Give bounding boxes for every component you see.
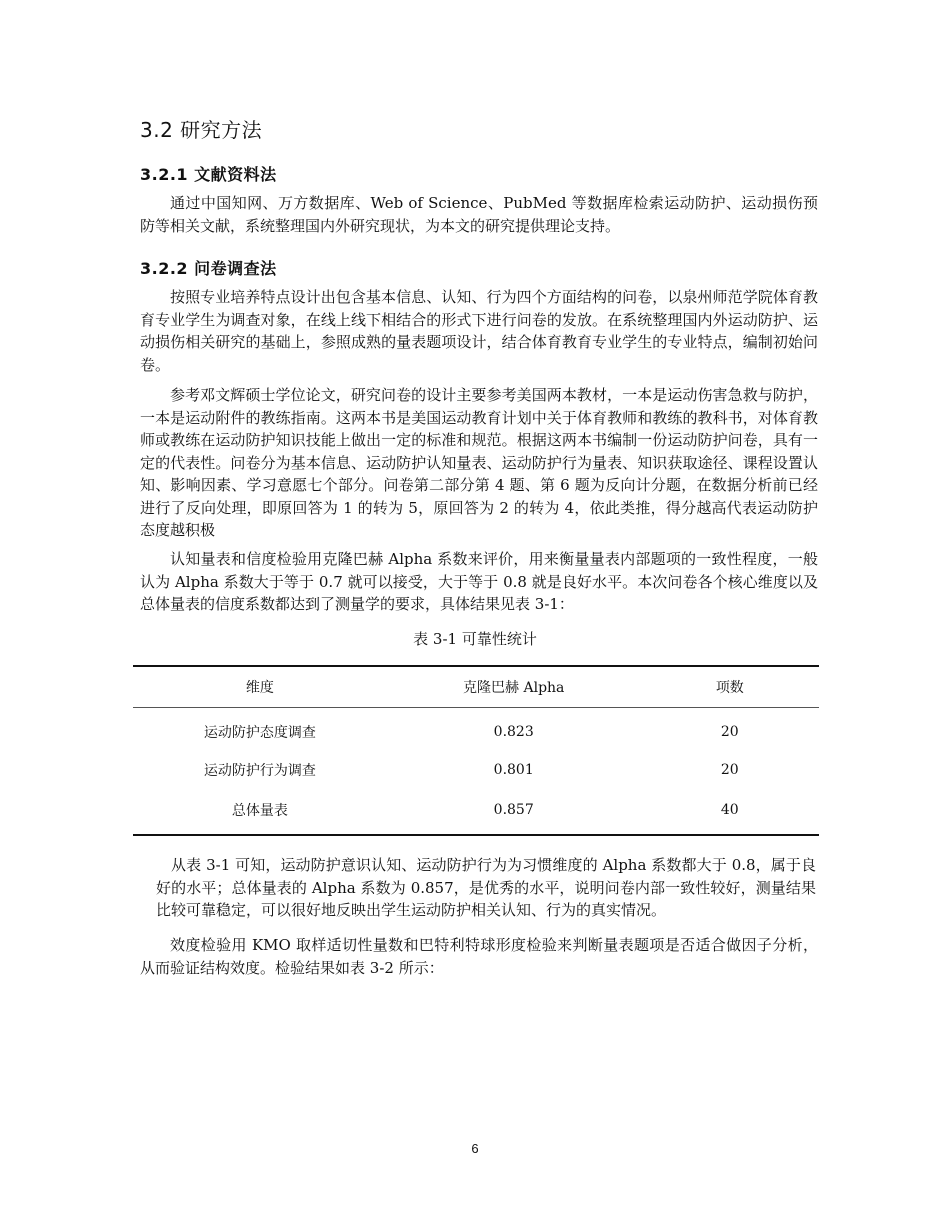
page-number: 6 <box>471 1141 479 1156</box>
cell-dimension: 运动防护态度调查 <box>203 725 316 741</box>
paragraph-validity: 效度检验用 KMO 取样适切性量数和巴特利特球形度检验来判断量表题项是否适合做因子分析，从而验证结构效度。检验结果如表 3-2 所示： <box>140 936 818 977</box>
table-row <box>133 751 819 789</box>
paragraph-questionnaire-design: 按照专业培养特点设计出包含基本信息、认知、行为四个方面结构的问卷，以泉州师范学院体育教育专业学生为调查对象，在线上线下相结合的形式下进行问卷的发放。在系统整理国内外运动防护、运动损伤相关研究的基础上，参照成熟的量表题项设计，结合体育教育专业学生的专业特点，编制初始问卷。 <box>140 288 818 374</box>
reliability-table <box>133 665 819 836</box>
cell-dimension: 总体量表 <box>133 789 387 835</box>
paragraph-reliability: 认知量表和信度检验用克隆巴赫 Alpha 系数来评价，用来衡量量表内部题项的一致性程度，一般认为 Alpha 系数大于等于 0.7 就可以接受，大于等于 0.8 就是良好水平。本次问卷各个核心维度以及总体量表的信度系数都达到了测量学的要求，具体结果见表 3-1： <box>140 550 818 613</box>
subsection-heading-literature: 3.2.1 文献资料法 <box>140 165 277 184</box>
section-heading: 3.2 研究方法 <box>140 118 263 142</box>
cell-dimension: 运动防护行为调查 <box>203 763 316 779</box>
cell-alpha: 0.857 <box>387 789 641 835</box>
cell-alpha: 0.801 <box>493 762 534 778</box>
table-row <box>133 708 819 752</box>
header-item-count: 项数 <box>641 666 819 708</box>
cell-item-count: 40 <box>641 789 819 835</box>
header-alpha: 克隆巴赫 Alpha <box>387 666 641 708</box>
table-caption: 表 3-1 可靠性统计 <box>413 630 537 648</box>
cell-alpha: 0.823 <box>493 724 534 740</box>
subsection-heading-questionnaire: 3.2.2 问卷调查法 <box>140 259 277 278</box>
table-header-row <box>133 666 819 708</box>
paragraph-literature: 通过中国知网、万方数据库、Web of Science、PubMed 等数据库检索运动防护、运动损伤预防等相关文献，系统整理国内外研究现状，为本文的研究提供理论支持。 <box>140 194 818 235</box>
paragraph-table-analysis: 从表 3-1 可知，运动防护意识认知、运动防护行为为习惯维度的 Alpha 系数都大于 0.8，属于良好的水平；总体量表的 Alpha 系数为 0.857，是优秀的水平，说明问卷内部一致性较好，测量结果比较可靠稳定，可以很好地反映出学生运动防护相关认知、行为的真实情况。 <box>156 856 816 919</box>
table-row <box>133 789 819 835</box>
header-dimension: 维度 <box>133 666 387 708</box>
cell-item-count: 20 <box>720 724 739 740</box>
cell-item-count: 20 <box>720 762 739 778</box>
paragraph-questionnaire-reference: 参考邓文辉硕士学位论文，研究问卷的设计主要参考美国两本教材，一本是运动伤害急救与防护，一本是运动附件的教练指南。这两本书是美国运动教育计划中关于体育教师和教练的教科书，对体育教师或教练在运动防护知识技能上做出一定的标准和规范。根据这两本书编制一份运动防护问卷，具有一定的代表性。问卷分为基本信息、运动防护认知量表、运动防护行为量表、知识获取途径、课程设置认知、影响因素、学习意愿七个部分。问卷第二部分第 4 题、第 6 题为反向计分题，在数据分析前已经进行了反向处理，即原回答为 1 的转为 5，原回答为 2 的转为 4，依此类推，得分越高代表运动防护态度越积极 <box>140 386 818 539</box>
